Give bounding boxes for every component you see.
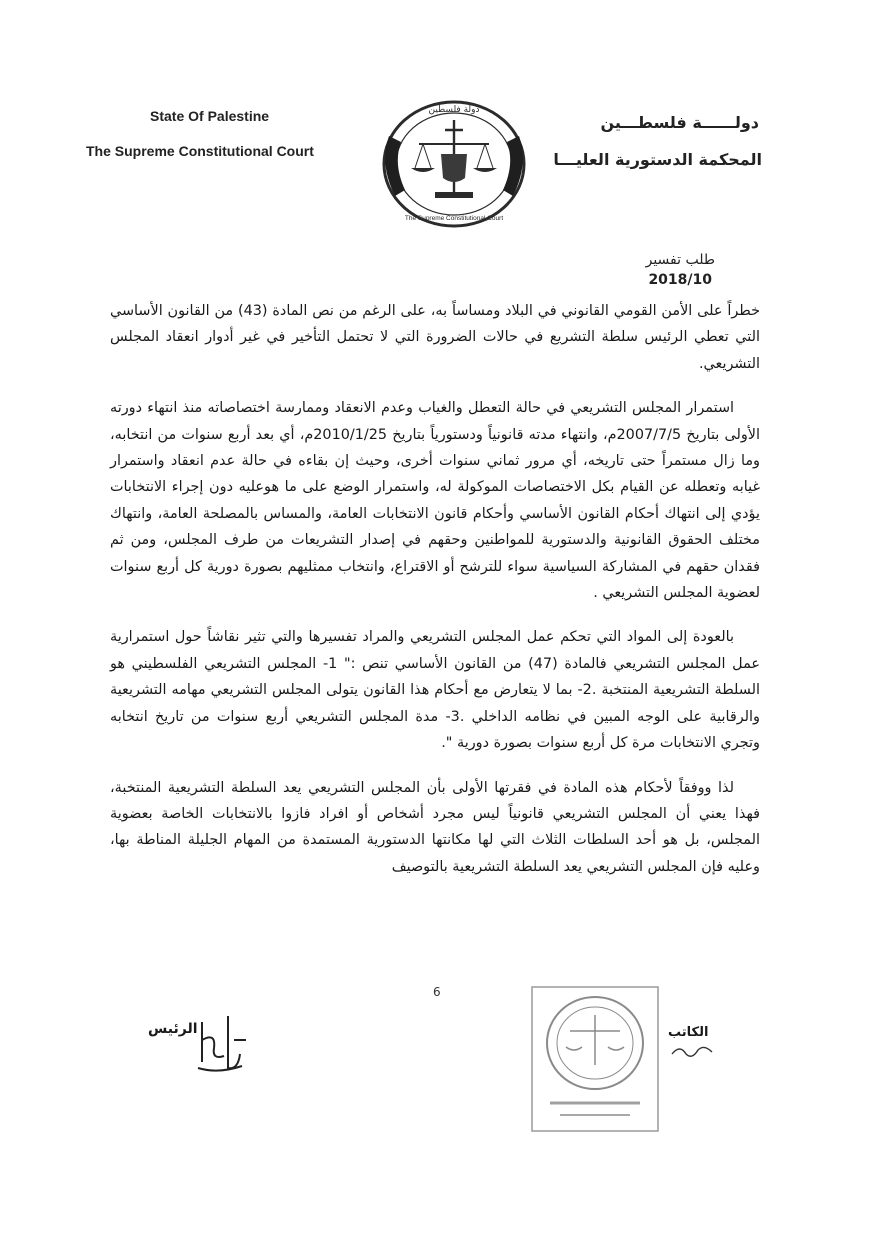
paragraph-2: استمرار المجلس التشريعي في حالة التعطل والغياب وعدم الانعقاد وممارسة اختصاصاته منذ انتهاء دورته الأولى بتاريخ 2007/7/5م، وانتهاء مدته قانونياً ودستورياً بتاريخ 2010/1/25م، أي بعد أربع سنوات من انتخابه، وما زال مستمراً حتى تاريخه، أي مرور ثماني سنوات أخرى، وحيث إن بقاءه في حالة عدم انعقاد واستمرار غيابه وتعطله عن القيام بكل الاختصاصات الموكولة له، واستمرار الوضع على ما هوعليه دون إجراء الانتخابات يؤدي إلى انتهاك أحكام القانون الأساسي وأحكام قانون الانتخابات العامة، والمساس بالمصلحة العامة، وانتهاك مختلف الحقوق القانونية والدستورية للمواطنين وحقهم في إصدار التشريعات من طرف المجلس، ومن ثم فقدان حقهم في المشاركة السياسية سواء للترشح أو الاقتراع، وانتخاب ممثليهم بصورة دورية كل أربع سنوات لعضوية المجلس التشريعي . <box>110 400 760 602</box>
president-signature <box>194 1010 248 1075</box>
arabic-court-name: المحكمة الدستورية العليـــا <box>553 150 762 169</box>
arabic-state-name: دولــــــة فلسطـــين <box>600 113 759 132</box>
paragraph-1: خطراً على الأمن القومي القانوني في البلاد ومساساً به، على الرغم من نص المادة (43) من القانون الأساسي التي تعطي الرئيس سلطة التشريع في حالات الضرورة التي لا تحتمل التأخير في غير أدوار انعقاد المجلس التشريعي. <box>110 303 760 372</box>
request-label: طلب تفسير <box>645 252 715 268</box>
page-number: 6 <box>433 985 441 999</box>
paragraph-4: لذا ووفقاً لأحكام هذه المادة في فقرتها الأولى بأن المجلس التشريعي يعد السلطة التشريعية المنتخبة، فهذا يعني أن المجلس التشريعي قانونياً ليس مجرد أشخاص أو افراد فازوا بالانتخابات الخاصة بعضوية المجلس، بل هو أحد السلطات الثلاث التي لها مكانتها الدستورية المستمدة من المهام الجليلة المناطة بها، وعليه فإن المجلس التشريعي يعد السلطة التشريعية بالتوصيف <box>110 779 760 875</box>
clerk-signature <box>668 1040 718 1062</box>
clerk-label: الكاتب <box>668 1025 709 1040</box>
court-seal-logo <box>375 96 533 232</box>
request-number: 2018/10 <box>648 272 712 288</box>
body-text <box>110 298 760 898</box>
seal-english-text: The Supreme Constitutional Court <box>404 215 504 222</box>
english-state-name: State Of Palestine <box>150 108 270 124</box>
seal-arabic-text: دولة فلسطين <box>428 105 480 115</box>
court-stamp <box>530 985 660 1133</box>
president-label: الرئيس <box>148 1021 198 1037</box>
paragraph-3: بالعودة إلى المواد التي تحكم عمل المجلس التشريعي والمراد تفسيرها والتي تثير نقاشاً حول استمرارية عمل المجلس التشريعي فالمادة (47) من القانون الأساسي تنص :" 1- المجلس التشريعي الفلسطيني هو السلطة التشريعية المنتخبة .2- بما لا يتعارض مع أحكام هذا القانون يتولى المجلس التشريعي مهامه التشريعية والرقابية على الوجه المبين في نظامه الداخلي .3- مدة المجلس التشريعي أربع سنوات من تاريخ انتخابه وتجري الانتخابات مرة كل أربع سنوات بصورة دورية ". <box>110 629 761 752</box>
english-court-name: The Supreme Constitutional Court <box>86 143 314 159</box>
